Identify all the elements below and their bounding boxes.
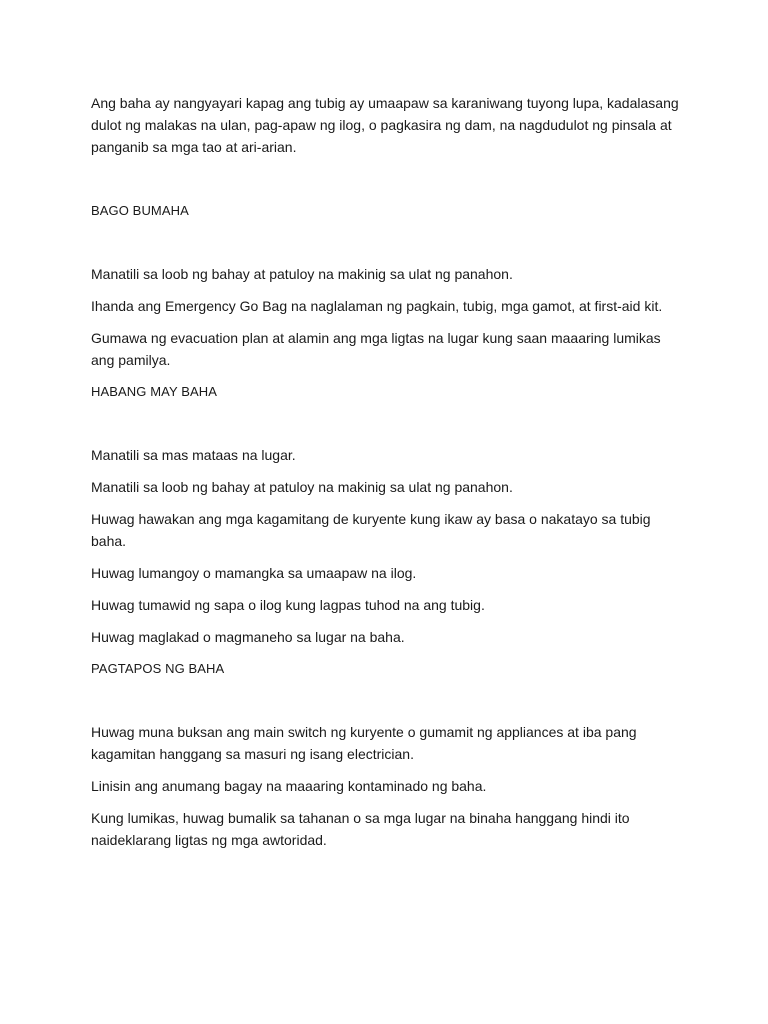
list-item: Kung lumikas, huwag bumalik sa tahanan o sa mga lugar na binaha hanggang hindi ito naideklarang ligtas ng mga awtoridad. [91,810,630,848]
list-item: Linisin ang anumang bagay na maaaring kontaminado ng baha. [91,778,487,794]
list-item: Manatili sa mas mataas na lugar. [91,447,296,463]
list-item: Manatili sa loob ng bahay at patuloy na makinig sa ulat ng panahon. [91,479,513,495]
section-heading-habang-may-baha: HABANG MAY BAHA [91,384,217,399]
intro-paragraph: Ang baha ay nangyayari kapag ang tubig ay umaapaw sa karaniwang tuyong lupa, kadalasang dulot ng malakas na ulan, pag-apaw ng ilog, o pagkasira ng dam, na nagdudulot ng pinsala at panganib sa mga tao at ari-arian. [91,95,679,155]
list-item: Ihanda ang Emergency Go Bag na naglalaman ng pagkain, tubig, mga gamot, at first-aid kit. [91,298,663,314]
list-item: Huwag maglakad o magmaneho sa lugar na baha. [91,629,405,645]
spacer [91,168,681,200]
spacer [91,680,681,721]
section-heading-bago-bumaha: BAGO BUMAHA [91,203,189,218]
list-item: Huwag muna buksan ang main switch ng kuryente o gumamit ng appliances at iba pang kagamitan hanggang sa masuri ng isang electrician. [91,724,637,762]
list-item: Huwag hawakan ang mga kagamitang de kuryente kung ikaw ay basa o nakatayo sa tubig baha. [91,511,651,549]
section-heading-pagtapos-ng-baha: PAGTAPOS NG BAHA [91,661,225,676]
list-item: Manatili sa loob ng bahay at patuloy na makinig sa ulat ng panahon. [91,266,513,282]
document-body [91,92,681,851]
list-item: Gumawa ng evacuation plan at alamin ang mga ligtas na lugar kung saan maaaring lumikas ang pamilya. [91,330,661,368]
spacer [91,222,681,263]
spacer [91,403,681,444]
list-item: Huwag tumawid ng sapa o ilog kung lagpas tuhod na ang tubig. [91,597,485,613]
list-item: Huwag lumangoy o mamangka sa umaapaw na ilog. [91,565,417,581]
